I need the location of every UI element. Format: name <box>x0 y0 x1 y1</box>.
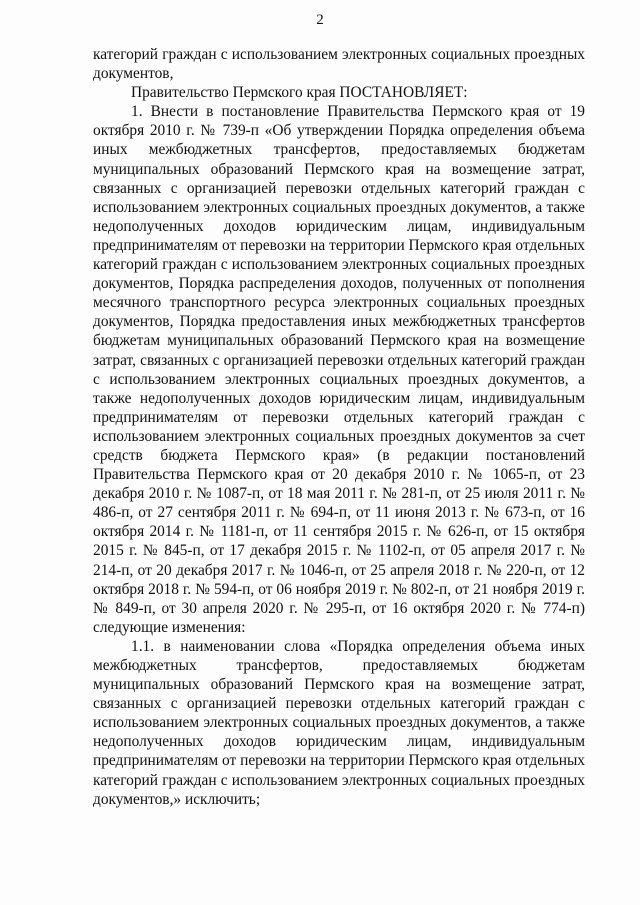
document-body <box>93 45 585 809</box>
paragraph-item-1: 1. Внести в постановление Правительства Пермского края от 19 октября 2010 г. № 739-п «Об утверждении Порядка определения объема иных межбюджетных трансфертов, предоставляемых бюджетам муниципальных образований Пермского края на возмещение затрат, связанных с организацией перевозки отдельных категорий граждан с использованием электронных социальных проездных документов, а также недополученных доходов юридическим лицам, индивидуальным предпринимателям от перевозки на территории Пермского края отдельных категорий граждан с использованием электронных социальных проездных документов, Порядка распределения доходов, полученных от пополнения месячного транспортного ресурса электронных социальных проездных документов, Порядка предоставления иных межбюджетных трансфертов бюджетам муниципальных образований Пермского края на возмещение затрат, связанных с организацией перевозки отдельных категорий граждан с использованием электронных социальных проездных документов, а также недополученных доходов юридическим лицам, индивидуальным предпринимателям от перевозки отдельных категорий граждан с использованием электронных социальных проездных документов за счет средств бюджета Пермского края» (в редакции постановлений Правительства Пермского края от 20 декабря 2010 г. № 1065-п, от 23 декабря 2010 г. № 1087-п, от 18 мая 2011 г. № 281-п, от 25 июля 2011 г. № 486-п, от 27 сентября 2011 г. № 694-п, от 11 июня 2013 г. № 673-п, от 16 октября 2014 г. № 1181-п, от 11 сентября 2015 г. № 626-п, от 15 октября 2015 г. № 845-п, от 17 декабря 2015 г. № 1102-п, от 05 апреля 2017 г. № 214-п, от 20 декабря 2017 г. № 1046-п, от 25 апреля 2018 г. № 220-п, от 12 октября 2018 г. № 594-п, от 06 ноября 2019 г. № 802-п, от 21 ноября 2019 г. № 849-п, от 30 апреля 2020 г. № 295-п, от 16 октября 2020 г. № 774-п) следующие изменения: <box>93 103 585 636</box>
paragraph-item-1-1: 1.1. в наименовании слова «Порядка определения объема иных межбюджетных трансфертов, предоставляемых бюджетам муниципальных образований Пермского края на возмещение затрат, связанных с организацией перевозки отдельных категорий граждан с использованием электронных социальных проездных документов, а также недополученных доходов юридическим лицам, индивидуальным предпринимателям от перевозки на территории Пермского края отдельных категорий граждан с использованием электронных социальных проездных документов,» исключить; <box>93 637 585 808</box>
paragraph-resolution-heading: Правительство Пермского края ПОСТАНОВЛЯЕТ: <box>131 84 468 102</box>
paragraph-continuation: категорий граждан с использованием электронных социальных проездных документов, <box>93 46 585 83</box>
page-number: 2 <box>316 12 324 28</box>
